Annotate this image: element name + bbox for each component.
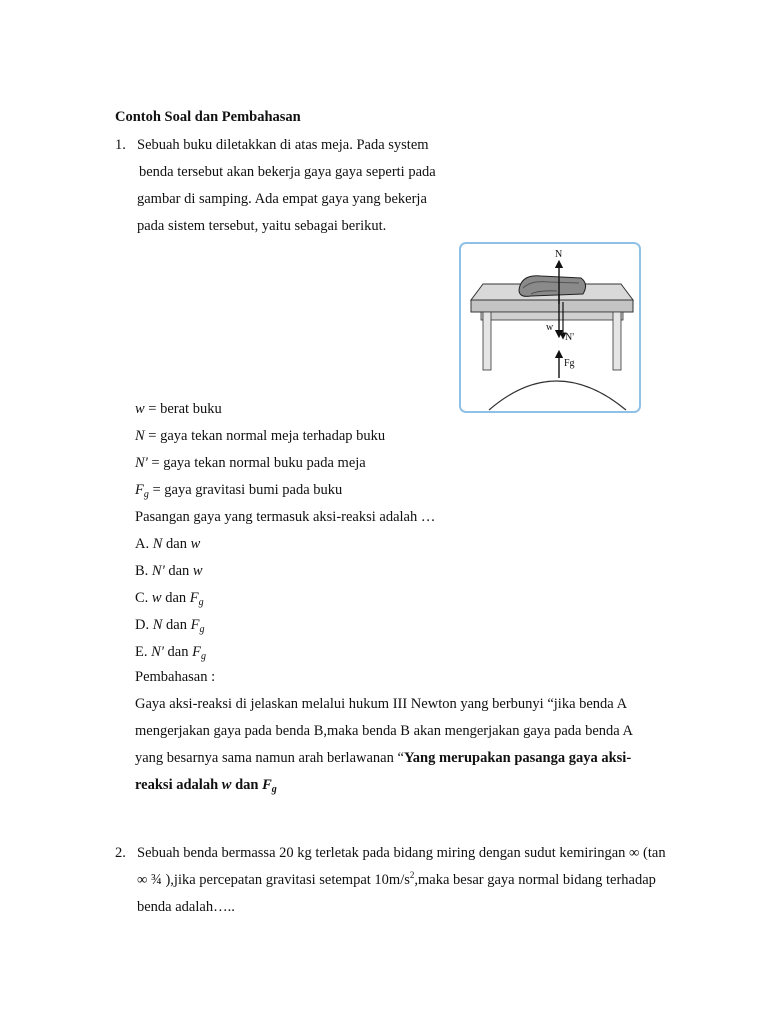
option-c: C. w dan $F_g$ [135, 590, 204, 608]
explanation-line: yang besarnya sama namun arah berlawanan “Yang merupakan pasanga gaya aksi- [135, 750, 632, 766]
definition-row: w = berat buku [135, 401, 222, 417]
option-a: A. N dan w [135, 536, 201, 552]
q2-number: 2. [115, 845, 126, 861]
explanation-answer: reaksi adalah w dan $F_g$ [135, 777, 277, 795]
explanation-line: Gaya aksi-reaksi di jelaskan melalui hukum III Newton yang berbunyi “jika benda A [135, 696, 628, 712]
q1-line: gambar di samping. Ada empat gaya yang bekerja [137, 191, 427, 207]
definition-row: $F_g$ = gaya gravitasi bumi pada buku [135, 482, 343, 500]
option-b: B. N' dan w [135, 563, 203, 579]
option-d: D. N dan $F_g$ [135, 617, 205, 635]
q2-line: benda adalah….. [137, 899, 235, 915]
definition-row: N' = gaya tekan normal buku pada meja [135, 455, 366, 471]
label-n: N [555, 249, 563, 260]
definition-row: N = gaya tekan normal meja terhadap buku [135, 428, 386, 444]
book-icon [519, 276, 586, 297]
question-text: Pasangan gaya yang termasuk aksi-reaksi adalah … [135, 509, 436, 525]
pembahasan-label: Pembahasan : [135, 669, 216, 685]
earth-arc [489, 381, 626, 410]
label-w: w [546, 322, 554, 333]
force-diagram [461, 244, 641, 413]
q1-line: Sebuah buku diletakkan di atas meja. Pada system [137, 137, 429, 153]
label-n-prime: N' [565, 332, 575, 343]
option-e: E. N' dan $F_g$ [135, 644, 206, 662]
force-diagram-figure [459, 242, 641, 413]
q2-line: Sebuah benda bermassa 20 kg terletak pada bidang miring dengan sudut kemiringan ∞ (tan [137, 845, 666, 861]
q1-number: 1. [115, 137, 126, 153]
q1-line: benda tersebut akan bekerja gaya gaya seperti pada [139, 164, 436, 180]
q2-line: ∞ ¾ ),jika percepatan gravitasi setempat $10m/s^2,maka$ besar gaya normal bidang terhadap [137, 870, 656, 888]
explanation-line: mengerjakan gaya pada benda B,maka benda B akan mengerjakan gaya pada benda A [135, 723, 634, 739]
q1-line: pada sistem tersebut, yaitu sebagai berikut. [137, 218, 387, 234]
label-fg: Fg [564, 358, 575, 369]
heading: Contoh Soal dan Pembahasan [115, 109, 301, 125]
